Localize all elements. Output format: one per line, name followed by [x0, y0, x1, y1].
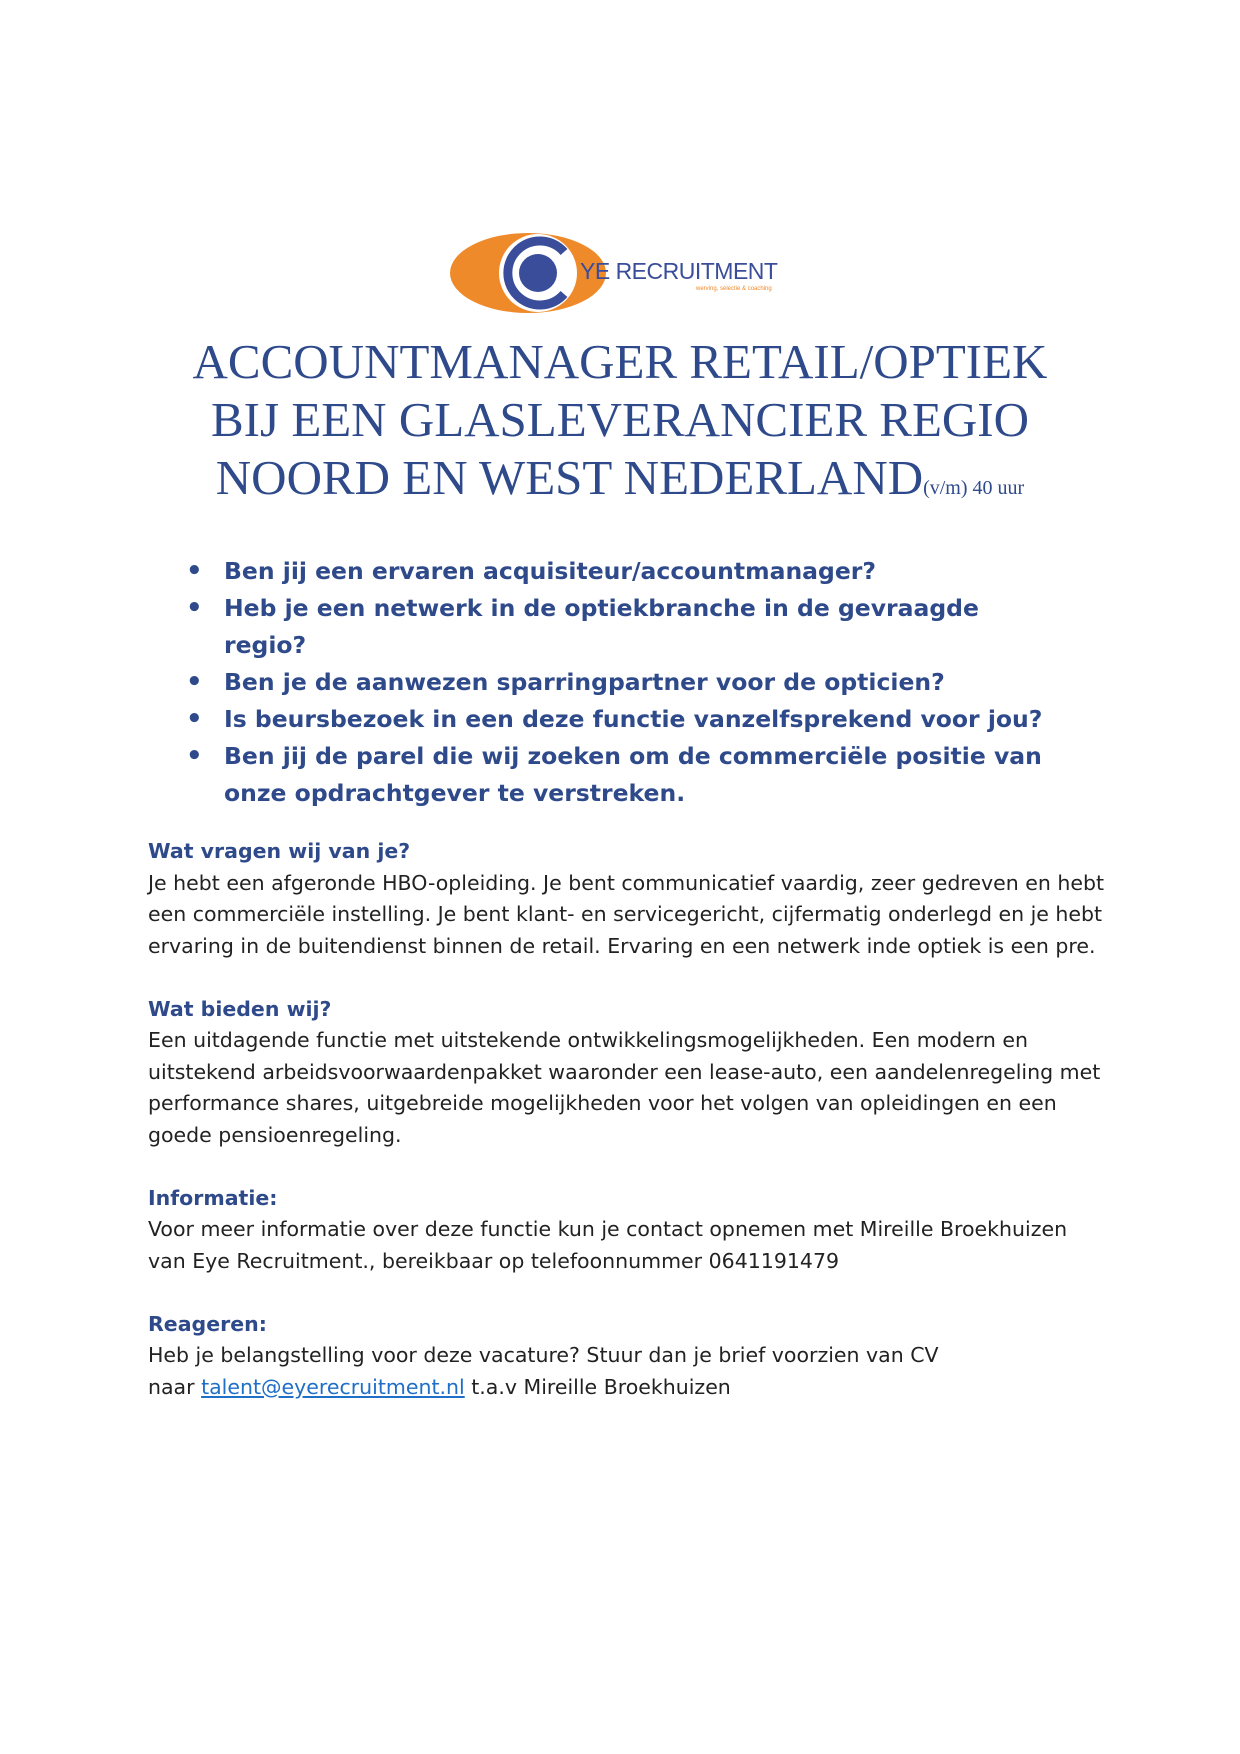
section-text: Voor meer informatie over deze functie kun je contact opnemen met Mireille Broekhuizen van Eye Recruitment., bereikbaar op telefoonnummer 0641191479	[148, 1217, 1068, 1273]
section-informatie	[148, 1183, 1108, 1278]
section-vragen	[148, 836, 1108, 962]
section-text: Een uitdagende functie met uitstekende ontwikkelingsmogelijkheden. Een modern en uitstekend arbeidsvoorwaardenpakket waaronder een lease-auto, een aandelenregeling met performance shares, uitgebreide mogelijkheden voor het volgen van opleidingen en een goede pensioenregeling.	[148, 1028, 1101, 1147]
list-item: • Heb je een netwerk in de optiekbranche in de gevraagde regio?	[186, 590, 1066, 664]
section-heading: Informatie:	[148, 1185, 278, 1210]
contact-line	[148, 1372, 1108, 1404]
list-item: • Ben jij de parel die wij zoeken om de commerciële positie van onze opdrachtgever te verstreken.	[186, 738, 1066, 812]
section-heading: Wat vragen wij van je?	[148, 839, 411, 863]
list-item: • Ben je de aanwezen sparringpartner voor de opticien?	[186, 664, 1066, 701]
section-reageren	[148, 1309, 1108, 1404]
job-description	[148, 836, 1108, 1435]
contact-suffix: t.a.v Mireille Broekhuizen	[464, 1374, 731, 1399]
title-line-3	[120, 449, 1120, 517]
email-link[interactable]: talent@eyerecruitment.nl	[201, 1374, 465, 1399]
section-heading: Reageren:	[148, 1311, 267, 1336]
logo-pupil	[519, 254, 557, 292]
requirements-list	[186, 553, 1066, 812]
list-item: • Is beursbezoek in een deze functie vanzelfsprekend voor jou?	[186, 701, 1066, 738]
title-line-2: BIJ EEN GLASLEVERANCIER REGIO	[211, 392, 1029, 447]
page-title	[120, 333, 1120, 517]
section-heading: Wat bieden wij?	[148, 996, 332, 1021]
company-logo	[446, 222, 796, 324]
list-item: • Ben jij een ervaren acquisiteur/accountmanager?	[186, 553, 1066, 590]
section-text: Je hebt een afgeronde HBO-opleiding. Je bent communicatief vaardig, zeer gedreven en hebt een commerciële instelling. Je bent klant- en servicegericht, cijfermatig onderlegd en je hebt ervaring in de buitendienst binnen de retail. Ervaring en een netwerk inde optiek is een pre.	[148, 870, 1105, 958]
logo-graphic	[446, 222, 796, 324]
title-line-3-text: NOORD EN WEST NEDERLAND	[215, 450, 924, 505]
logo-text: YE RECRUITMENT	[580, 258, 778, 284]
title-line-1: ACCOUNTMANAGER RETAIL/OPTIEK	[192, 334, 1048, 389]
section-bieden	[148, 994, 1108, 1152]
contact-prefix: naar	[148, 1374, 202, 1399]
logo-tagline: werving, selectie & coaching	[696, 286, 772, 292]
section-text: Heb je belangstelling voor deze vacature? Stuur dan je brief voorzien van CV	[148, 1343, 939, 1367]
title-suffix: (v/m) 40 uur	[923, 477, 1025, 499]
